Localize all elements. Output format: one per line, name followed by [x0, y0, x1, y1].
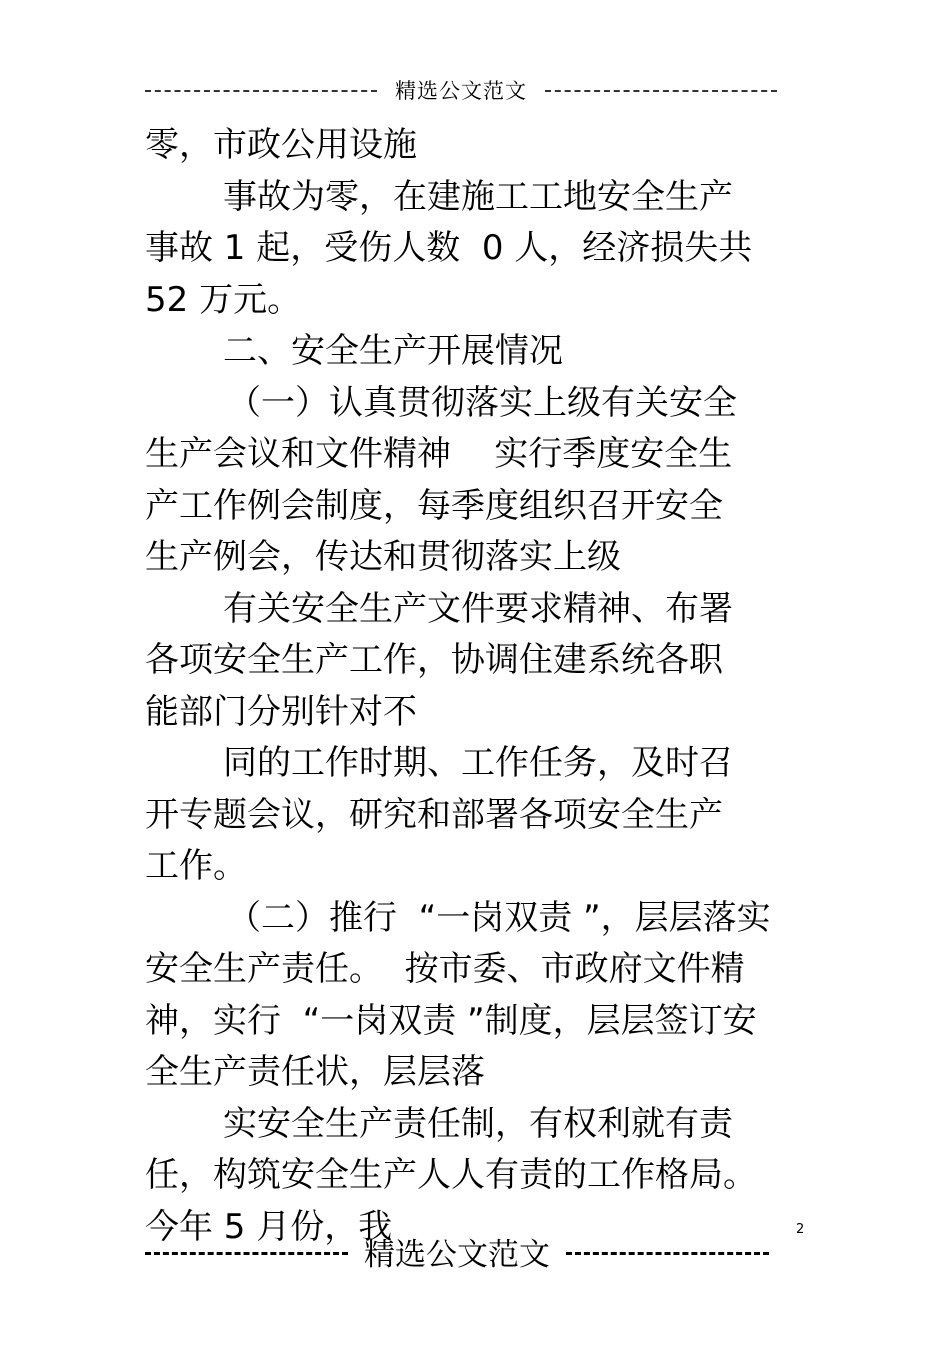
footer-title: 精选公文范文 [364, 1236, 550, 1273]
body-line: 有关安全生产文件要求精神、布署 [223, 589, 733, 629]
body-line: 事故为零，在建施工工地安全生产 [223, 177, 733, 217]
header-dash-left [145, 90, 377, 92]
body-line: 同的工作时期、工作任务，及时召 [223, 743, 733, 783]
body-line: 零，市政公用设施 [145, 125, 417, 165]
header-title: 精选公文范文 [395, 79, 527, 103]
body-line: 事故 1 起，受伤人数 0 人，经济损失共 [145, 228, 753, 268]
body-line: 生产会议和文件精神 实行季度安全生 [145, 434, 733, 474]
page-footer [145, 1228, 769, 1274]
body-line: 各项安全生产工作，协调住建系统各职 [145, 640, 723, 680]
body-line: 产工作例会制度，每季度组织召开安全 [145, 486, 723, 526]
body-line: 工作。 [145, 846, 247, 886]
body-line: 今年 5 月份，我 [145, 1207, 393, 1247]
footer-dash-right [566, 1252, 769, 1255]
body-line: 任，构筑安全生产人人有责的工作格局。 [145, 1155, 757, 1195]
body-line: （二）推行 “一岗双责 ”，层层落实 [227, 898, 771, 938]
body-line: （一）认真贯彻落实上级有关安全 [227, 383, 737, 423]
body-line: 52 万元。 [145, 280, 302, 320]
header-dash-right [545, 90, 777, 92]
body-line: 开专题会议，研究和部署各项安全生产 [145, 795, 723, 835]
page-number: 2 [796, 1222, 805, 1237]
body-line: 实安全生产责任制，有权利就有责 [223, 1104, 733, 1144]
page-header [145, 76, 777, 104]
footer-dash-left [145, 1252, 348, 1255]
body-line: 生产例会，传达和贯彻落实上级 [145, 537, 621, 577]
body-line: 全生产责任状，层层落 [145, 1052, 485, 1092]
body-line: 能部门分别针对不 [145, 692, 417, 732]
body-line: 神，实行 “一岗双责 ”制度，层层签订安 [145, 1001, 757, 1041]
body-line: 安全生产责任。 按市委、市政府文件精 [145, 949, 745, 989]
body-line: 二、安全生产开展情况 [223, 331, 563, 371]
